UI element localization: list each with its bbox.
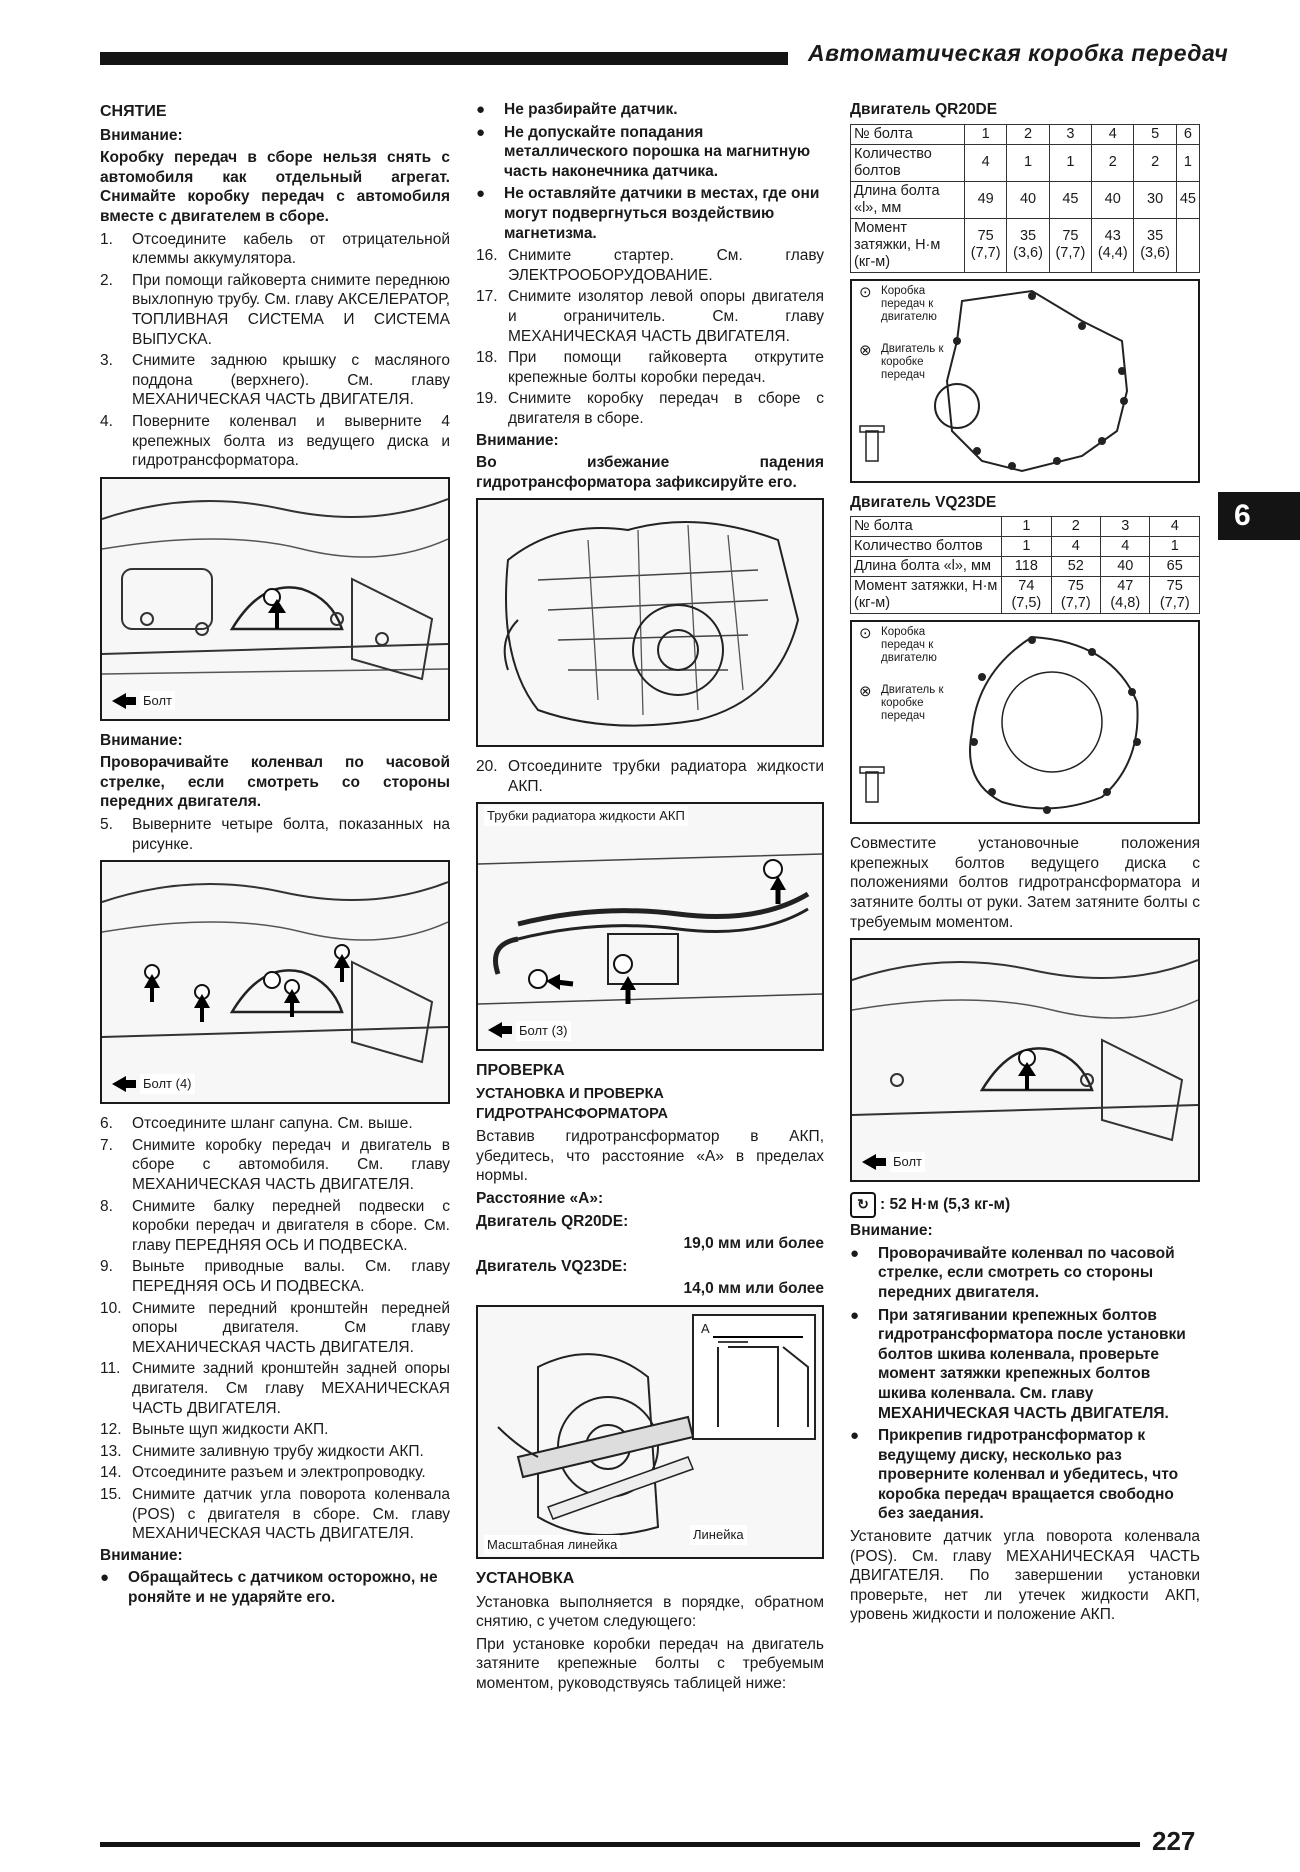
step-item-5: 5. Выверните четыре болта, показанных на рисунке. bbox=[100, 816, 450, 853]
cooler-pipes-illustration bbox=[478, 804, 822, 1049]
footer-rule bbox=[100, 1842, 1140, 1847]
step-item: 18. При помощи гайковерта открутите крепежные болты коробки передач. bbox=[476, 349, 824, 386]
engine-title-qr: Двигатель QR20DE bbox=[850, 101, 998, 118]
step-item: 2. При помощи гайковерта снимите переднюю выхлопную трубу. См. главу АКСЕЛЕРАТОР, ТОПЛИВНАЯ СИСТЕМА И СИСТЕМА ВЫПУСКА. bbox=[100, 271, 451, 348]
engine-label-qr: Двигатель QR20DE: bbox=[476, 1212, 629, 1230]
figure-label-bolt: Болт bbox=[140, 691, 175, 711]
table-row: Количество болтов 4 1 1 2 2 1 bbox=[851, 144, 1200, 181]
step-item: 4. Поверните коленвал и выверните 4 крепежных болта из ведущего диска и гидротрансформатора. bbox=[100, 412, 450, 470]
section-title-install: УСТАНОВКА bbox=[476, 1570, 575, 1587]
figure-label-bolt-3: Болт (3) bbox=[516, 1021, 571, 1041]
page-number: 227 bbox=[1152, 1826, 1196, 1856]
align-text: Совместите установочные положения крепежных болтов ведущего диска с положениями болтов гидротрансформатора и затяните болты от руки. Затем затяните болты с требуемым моментом. bbox=[850, 835, 1200, 931]
bullet-item: ● Прикрепив гидротрансформатор к ведущему диску, несколько раз проверните коленвал и убедитесь, что коробка передач вращается свободно без заедания. bbox=[850, 1427, 1179, 1523]
legend-marker-1: ⊙ bbox=[856, 624, 875, 644]
step-item: 13. Снимите заливную трубу жидкости АКП. bbox=[100, 1442, 424, 1460]
warning-text: Коробку передач в сборе нельзя снять с автомобиля как отдельный агрегат. Снимайте коробку передач с автомобиля вместе с двигателем в сборе. bbox=[100, 149, 450, 225]
bolt-table-qr bbox=[850, 124, 1200, 273]
step-item: 19. Снимите коробку передач в сборе с двигателя в сборе. bbox=[476, 390, 824, 427]
bullet-item: ● Не допускайте попадания металлического порошка на магнитную часть наконечника датчика. bbox=[476, 123, 811, 180]
step-item: 1. Отсоедините кабель от отрицательной клеммы аккумулятора. bbox=[100, 230, 450, 268]
step-item: 14. Отсоедините разъем и электропроводку. bbox=[100, 1464, 426, 1482]
step-item: 16. Снимите стартер. См. главу ЭЛЕКТРООБОРУДОВАНИЕ. bbox=[476, 247, 824, 284]
bullet-item: ● При затягивании крепежных болтов гидротрансформатора после установки болтов шкива коленвала, проверьте момент затяжки крепежных болтов шкива коленвала. См. главу МЕХАНИЧЕСКАЯ ЧАСТЬ ДВИГАТЕЛЯ. bbox=[850, 1306, 1186, 1422]
figure-engine-assembly bbox=[476, 498, 824, 747]
figure-label-bolt-4: Болт (4) bbox=[140, 1074, 195, 1094]
figure-cooler-pipes bbox=[476, 802, 824, 1051]
check-text: Вставив гидротрансформатор в АКП, убедитесь, что расстояние «А» в пределах нормы. bbox=[476, 1128, 824, 1185]
engine-illustration bbox=[102, 479, 448, 719]
distance-value-vq: 14,0 мм или более bbox=[683, 1280, 824, 1298]
bullet-item: ● Не разбирайте датчик. bbox=[476, 101, 678, 118]
figure-label-bolt: Болт bbox=[890, 1152, 925, 1172]
figure-label-a: A bbox=[698, 1319, 713, 1339]
chapter-tab: 6 bbox=[1218, 492, 1300, 540]
step-item-20: 20. Отсоедините трубки радиатора жидкости АКП. bbox=[476, 758, 824, 795]
closing-text: Установите датчик угла поворота коленвала (POS). См. главу МЕХАНИЧЕСКАЯ ЧАСТЬ ДВИГАТЕЛЯ. По завершении установки проверьте, нет ли утечек жидкости АКП, уровень жидкости и положение АКП. bbox=[850, 1528, 1200, 1624]
figure-bolt-install bbox=[850, 938, 1200, 1182]
step-item: 7. Снимите коробку передач и двигатель в сборе с автомобиля. См. главу МЕХАНИЧЕСКАЯ ЧАСТЬ ДВИГАТЕЛЯ. bbox=[100, 1136, 450, 1194]
warning-text-2: Проворачивайте коленвал по часовой стрелке, если смотреть со стороны передних двигателя. bbox=[100, 754, 450, 811]
table-row: № болта 1 2 3 4 5 6 bbox=[851, 124, 1200, 144]
figure-label-scale-ruler: Масштабная линейка bbox=[484, 1535, 620, 1555]
bullet-item: ● Обращайтесь с датчиком осторожно, не роняйте и не ударяйте его. bbox=[100, 1569, 438, 1606]
step-item: 12. Выньте щуп жидкости АКП. bbox=[100, 1421, 329, 1439]
step-item: 3. Снимите заднюю крышку с масляного поддона (верхнего). См. главу МЕХАНИЧЕСКАЯ ЧАСТЬ ДВИГАТЕЛЯ. bbox=[100, 352, 450, 409]
warning-label-3: Внимание: bbox=[100, 1546, 183, 1564]
bolt-table-vq bbox=[850, 516, 1200, 614]
legend-text-2: Двигатель к коробке передач bbox=[881, 684, 944, 723]
legend-marker-2: ⊗ bbox=[856, 682, 875, 702]
legend-text-1: Коробка передач к двигателю bbox=[881, 626, 937, 665]
warning-label: Внимание: bbox=[476, 431, 559, 449]
figure-title-pipes: Трубки радиатора жидкости АКП bbox=[484, 806, 688, 826]
warning-label: Внимание: bbox=[850, 1222, 933, 1240]
legend-text-1: Коробка передач к двигателю bbox=[881, 284, 937, 323]
column-left bbox=[100, 100, 450, 1611]
engine-assembly-illustration bbox=[478, 500, 822, 745]
step-list-b bbox=[100, 1114, 450, 1543]
distance-value-qr: 19,0 мм или более bbox=[683, 1235, 824, 1253]
legend-marker-1: ⊙ bbox=[856, 283, 875, 303]
table-row: № болта 1 2 3 4 bbox=[851, 517, 1200, 537]
torque-spec: ↻ : 52 Н·м (5,3 кг-м) bbox=[850, 1192, 1200, 1218]
install-text-1: Установка выполняется в порядке, обратном снятию, с учетом следующего: bbox=[476, 1593, 824, 1631]
engine-label-vq: Двигатель VQ23DE: bbox=[476, 1257, 628, 1275]
step-list-a bbox=[100, 230, 450, 471]
step-item: 11. Снимите задний кронштейн задней опоры двигателя. См главу МЕХАНИЧЕСКАЯ ЧАСТЬ ДВИГАТЕЛЯ. bbox=[100, 1360, 450, 1417]
engine-illustration-3 bbox=[852, 940, 1198, 1180]
table-row: Длина болта «l», мм 49 40 45 40 30 45 bbox=[851, 181, 1200, 218]
subsection-title: УСТАНОВКА И ПРОВЕРКА ГИДРОТРАНСФОРМАТОРА bbox=[476, 1086, 669, 1122]
figure-bolt-single bbox=[100, 477, 450, 721]
column-right bbox=[850, 100, 1200, 1628]
legend-marker-2: ⊗ bbox=[856, 341, 875, 361]
figure-bolt-layout-qr bbox=[850, 279, 1200, 483]
warning-label: Внимание: bbox=[100, 126, 183, 144]
section-title-removal: СНЯТИЕ bbox=[100, 103, 167, 120]
table-row: Момент затяжки, Н·м (кг-м) 75 (7,7) 35 (3,6) 75 (7,7) 43 (4,4) 35 (3,6) bbox=[851, 218, 1200, 272]
figure-bolt-four bbox=[100, 860, 450, 1104]
engine-title-vq: Двигатель VQ23DE bbox=[850, 493, 997, 511]
bullet-item: ● Не оставляйте датчики в местах, где они могут подвергнуться воздействию магнетизма. bbox=[476, 185, 820, 242]
section-title-check: ПРОВЕРКА bbox=[476, 1062, 565, 1080]
table-row: Момент затяжки, Н·м (кг-м) 74 (7,5) 75 (7,7) 47 (4,8) 75 (7,7) bbox=[851, 577, 1200, 614]
install-text-2: При установке коробки передач на двигатель затяните крепежные болты с требуемым моментом, руководствуясь таблицей ниже: bbox=[476, 1635, 824, 1692]
legend-text-2: Двигатель к коробке передач bbox=[881, 342, 944, 381]
column-middle bbox=[476, 100, 824, 1697]
step-item: 10. Снимите передний кронштейн передней опоры двигателя. См главу МЕХАНИЧЕСКАЯ ЧАСТЬ ДВИГАТЕЛЯ. bbox=[100, 1299, 450, 1356]
figure-label-ruler: Линейка bbox=[690, 1525, 747, 1545]
page-header-title: Автоматическая коробка передач bbox=[808, 40, 1229, 66]
table-row: Длина болта «l», мм 118 52 40 65 bbox=[851, 557, 1200, 577]
engine-illustration-2 bbox=[102, 862, 448, 1102]
step-item: 15. Снимите датчик угла поворота коленвала (POS) с двигателя в сборе. См. главу МЕХАНИЧЕСКАЯ ЧАСТЬ ДВИГАТЕЛЯ. bbox=[100, 1485, 450, 1543]
distance-label: Расстояние «А»: bbox=[476, 1190, 604, 1208]
bullet-item: ● Проворачивайте коленвал по часовой стрелке, если смотреть со стороны передних двигателя. bbox=[850, 1244, 1175, 1301]
torque-wrench-icon: ↻ bbox=[850, 1192, 876, 1218]
step-item: 9. Выньте приводные валы. См. главу ПЕРЕДНЯЯ ОСЬ И ПОДВЕСКА. bbox=[100, 1258, 450, 1295]
step-item: 17. Снимите изолятор левой опоры двигателя и ограничитель. См. главу МЕХАНИЧЕСКАЯ ЧАСТЬ ДВИГАТЕЛЯ. bbox=[476, 288, 824, 345]
figure-distance-measure bbox=[476, 1305, 824, 1559]
warning-label-2: Внимание: bbox=[100, 731, 183, 749]
measure-illustration bbox=[478, 1307, 822, 1557]
warning-text: Во избежание падения гидротрансформатора зафиксируйте его. bbox=[476, 454, 824, 491]
figure-bolt-layout-vq bbox=[850, 620, 1200, 824]
step-item: 8. Снимите балку передней подвески с коробки передач и двигателя в сборе. См. главу ПЕРЕДНЯЯ ОСЬ И ПОДВЕСКА. bbox=[100, 1197, 450, 1254]
table-row: Количество болтов 1 4 4 1 bbox=[851, 537, 1200, 557]
header-rule bbox=[100, 52, 788, 65]
step-item: 6. Отсоедините шланг сапуна. См. выше. bbox=[100, 1115, 413, 1133]
